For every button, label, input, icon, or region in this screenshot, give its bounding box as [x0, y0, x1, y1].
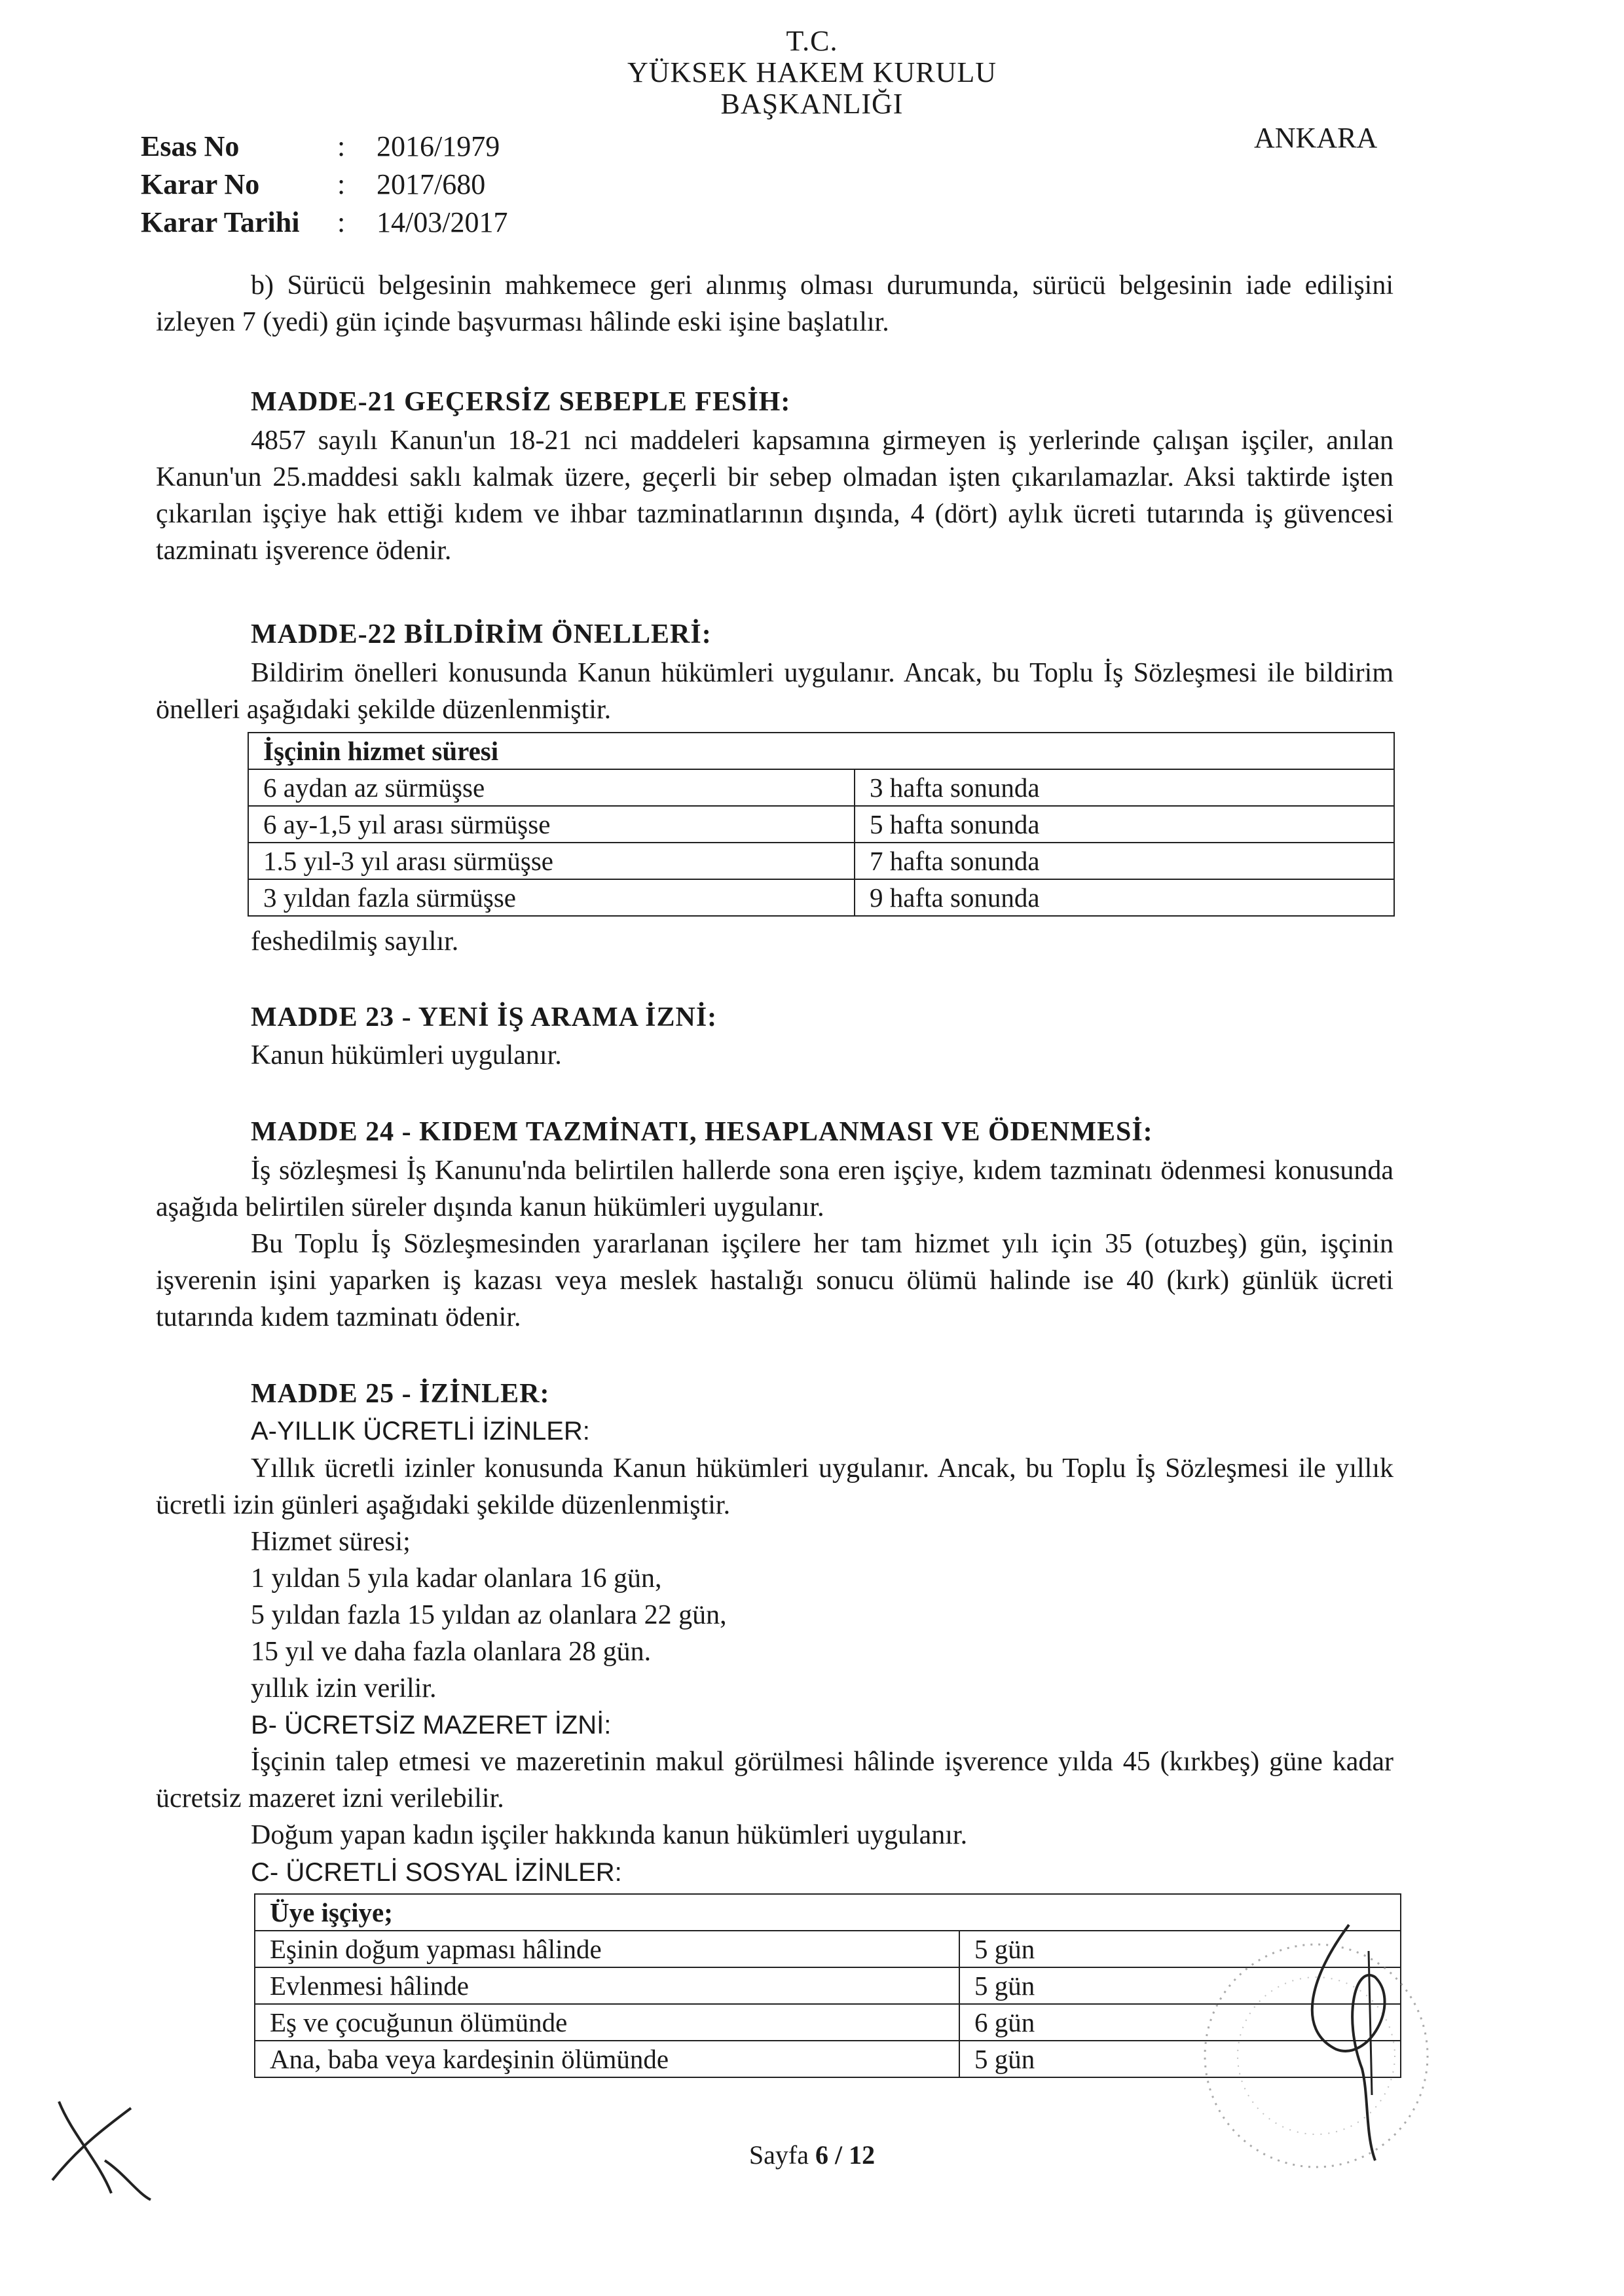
madde25-a-title: A-YILLIK ÜCRETLİ İZİNLER:	[251, 1417, 590, 1446]
header-tc: T.C.	[786, 25, 838, 57]
meta-value: 14/03/2017	[377, 206, 508, 238]
page-current: 6	[815, 2140, 828, 2170]
notice-cell: 3 hafta sonunda	[855, 769, 1394, 806]
page-sep: /	[834, 2140, 843, 2170]
header-institution: YÜKSEK HAKEM KURULU	[627, 56, 997, 88]
madde22-title: MADDE-22 BİLDİRİM ÖNELLERİ:	[251, 619, 712, 649]
meta-sep: :	[337, 206, 346, 238]
meta-value: 2016/1979	[377, 130, 500, 162]
madde21-title: MADDE-21 GEÇERSİZ SEBEPLE FESİH:	[251, 387, 791, 417]
days-cell: 6 gün	[959, 2004, 1401, 2041]
case-cell: Eşinin doğum yapması hâlinde	[255, 1931, 959, 1967]
header-department: BAŞKANLIĞI	[720, 88, 904, 120]
intro-b-paragraph	[156, 267, 1393, 340]
notice-period-table	[248, 732, 1395, 917]
signature-right	[1270, 1899, 1441, 2174]
meta-value: 2017/680	[377, 168, 486, 200]
period-cell: 6 ay-1,5 yıl arası sürmüşse	[248, 806, 855, 843]
madde21-text: 4857 sayılı Kanun'un 18-21 nci maddeleri kapsamına girmeyen iş yerlerinde çalışan işçiler, anılan Kanun'un 25.maddesi saklı kalmak üzere, geçerli bir sebep olmadan işten çıkarılamazlar. Aksi taktirde işten çıkarılan işçiye hak ettiği kıdem ve ihbar tazminatlarının dışında, 4 (dört) aylık ücreti tutarında iş güvencesi tazminatı işverence ödenir.	[156, 426, 1393, 566]
madde25-title: MADDE 25 - İZİNLER:	[251, 1379, 550, 1409]
days-cell: 5 gün	[959, 1967, 1401, 2004]
page-number	[0, 2140, 1624, 2170]
case-cell: Ana, baba veya kardeşinin ölümünde	[255, 2041, 959, 2077]
meta-label: Karar No	[141, 168, 260, 200]
page-label: Sayfa	[748, 2140, 809, 2170]
meta-row-karar	[141, 166, 507, 204]
period-cell: 3 yıldan fazla sürmüşse	[248, 879, 855, 916]
list-item: 15 yıl ve daha fazla olanlara 28 gün.	[251, 1637, 652, 1667]
period-cell: 1.5 yıl-3 yıl arası sürmüşse	[248, 843, 855, 879]
madde24-title: MADDE 24 - KIDEM TAZMİNATI, HESAPLANMASI VE ÖDENMESİ:	[251, 1117, 1153, 1147]
list-item: Hizmet süresi;	[251, 1527, 411, 1557]
madde22-text: Bildirim önelleri konusunda Kanun hükümleri uygulanır. Ancak, bu Toplu İş Sözleşmesi ile bildirim önelleri aşağıdaki şekilde düzenlenmiştir.	[156, 658, 1393, 725]
days-cell: 5 gün	[959, 1931, 1401, 1967]
madde22-paragraph	[156, 655, 1393, 728]
madde25-a-text: Yıllık ücretli izinler konusunda Kanun hükümleri uygulanır. Ancak, bu Toplu İş Sözleşmesi ile yıllık ücretli izin günleri aşağıdaki şekilde düzenlenmiştir.	[156, 1453, 1393, 1520]
table-row	[248, 879, 1394, 916]
period-cell: 6 aydan az sürmüşse	[248, 769, 855, 806]
list-item: yıllık izin verilir.	[251, 1673, 437, 1704]
madde24-p1: İş sözleşmesi İş Kanunu'nda belirtilen hallerde sona eren işçiye, kıdem tazminatı ödenmesi konusunda aşağıda belirtilen süreler dışında kanun hükümleri uygulanır.	[156, 1156, 1393, 1222]
intro-b-text: b) Sürücü belgesinin mahkemece geri alınmış olması durumunda, sürücü belgesinin iade edilişini izleyen 7 (yedi) gün içinde başvurması hâlinde eski işine başlatılır.	[156, 270, 1393, 337]
meta-row-tarih	[141, 204, 507, 242]
madde25-b-paragraph	[156, 1743, 1393, 1853]
madde25-a-paragraph	[156, 1450, 1393, 1523]
table-header-cell: Üye işçiye;	[255, 1894, 1401, 1931]
notice-cell: 7 hafta sonunda	[855, 843, 1394, 879]
meta-row-esas	[141, 128, 507, 166]
madde25-c-title: C- ÜCRETLİ SOSYAL İZİNLER:	[251, 1858, 622, 1887]
page-total: 12	[849, 2140, 876, 2170]
header-city: ANKARA	[1254, 122, 1378, 154]
madde25-b-text2: Doğum yapan kadın işçiler hakkında kanun hükümleri uygulanır.	[251, 1820, 968, 1850]
meta-label: Karar Tarihi	[141, 206, 300, 238]
list-item: 1 yıldan 5 yıla kadar olanlara 16 gün,	[251, 1563, 662, 1594]
notice-cell: 5 hafta sonunda	[855, 806, 1394, 843]
meta-sep: :	[337, 168, 346, 200]
madde24-p2: Bu Toplu İş Sözleşmesinden yararlanan işçilere her tam hizmet yılı için 35 (otuzbeş) gün, işçinin işverenin işini yaparken iş kazası veya meslek hastalığı sonucu ölümü halinde ise 40 (kırk) günlük ücreti tutarında kıdem tazminatı ödenir.	[156, 1229, 1393, 1332]
case-meta	[141, 128, 507, 242]
table-row	[248, 843, 1394, 879]
madde24-paragraph	[156, 1152, 1393, 1336]
madde25-b-text: İşçinin talep etmesi ve mazeretinin makul görülmesi hâlinde işverence yılda 45 (kırkbeş) güne kadar ücretsiz mazeret izni verilebilir.	[156, 1747, 1393, 1813]
list-item: 5 yıldan fazla 15 yıldan az olanlara 22 gün,	[251, 1600, 727, 1630]
notice-cell: 9 hafta sonunda	[855, 879, 1394, 916]
meta-sep: :	[337, 130, 346, 162]
madde22-after: feshedilmiş sayılır.	[251, 926, 459, 957]
annual-leave-list	[251, 1523, 727, 1707]
meta-label: Esas No	[141, 130, 240, 162]
madde21-paragraph	[156, 422, 1393, 569]
case-cell: Evlenmesi hâlinde	[255, 1967, 959, 2004]
table-header-row	[248, 733, 1394, 769]
table-header-cell: İşçinin hizmet süresi	[248, 733, 1394, 769]
madde23-title: MADDE 23 - YENİ İŞ ARAMA İZNİ:	[251, 1002, 718, 1032]
table-row	[248, 806, 1394, 843]
madde25-b-title: B- ÜCRETSİZ MAZERET İZNİ:	[251, 1711, 612, 1740]
case-cell: Eş ve çocuğunun ölümünde	[255, 2004, 959, 2041]
table-row	[248, 769, 1394, 806]
days-cell: 5 gün	[959, 2041, 1401, 2077]
madde23-text: Kanun hükümleri uygulanır.	[251, 1040, 562, 1070]
